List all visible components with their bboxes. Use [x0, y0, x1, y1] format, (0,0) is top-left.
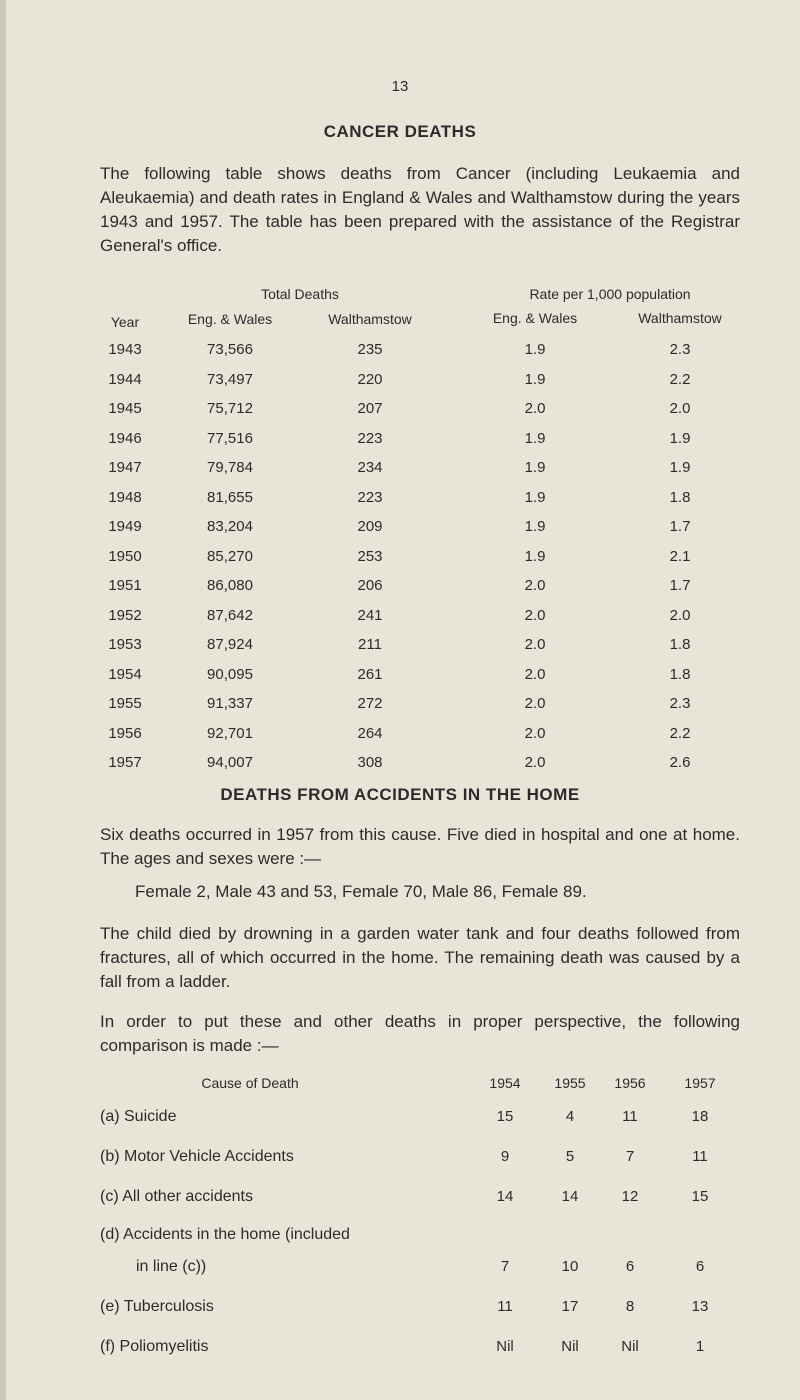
- ages-and-sexes-line: Female 2, Male 43 and 53, Female 70, Male 86, Female 89.: [135, 882, 587, 901]
- eng-wales-deaths-cell: 85,270: [207, 547, 253, 565]
- eng-wales-rate-cell: 1.9: [524, 341, 546, 358]
- comparison-value-cell: 7: [500, 1258, 510, 1275]
- year-cell: 1955: [108, 695, 142, 712]
- eng-wales-deaths-cell: 86,080: [207, 577, 253, 594]
- walthamstow-rate-cell: 1.8: [669, 636, 691, 653]
- eng-wales-rate-cell: 2.0: [524, 636, 546, 653]
- eng-wales-rate-cell: 2.0: [524, 665, 546, 683]
- comparison-year-header: 1957: [684, 1075, 716, 1091]
- walthamstow-deaths-cell: 207: [357, 400, 383, 417]
- comparison-value-cell: 14: [561, 1188, 579, 1205]
- year-cell: 1956: [108, 724, 142, 742]
- year-cell: 1953: [108, 636, 142, 653]
- walthamstow-deaths-cell: 223: [357, 429, 383, 447]
- eng-wales-deaths-cell: 81,655: [207, 488, 253, 506]
- eng-wales-deaths-cell: 79,784: [207, 459, 253, 476]
- eng-wales-deaths-cell: 73,497: [207, 370, 253, 388]
- year-cell: 1944: [108, 370, 142, 388]
- cancer-intro-paragraph: The following table shows deaths from Cancer (including Leukaemia and Aleukaemia) and death rates in England & Wales and Walthamstow during the years 1943 and 1957. The table has been prepared with the assistance of the Registrar General's office.: [100, 164, 740, 255]
- walthamstow-deaths-cell: 261: [357, 665, 383, 683]
- comparison-value-cell: 7: [625, 1148, 635, 1165]
- eng-wales-rate-cell: 2.0: [524, 754, 546, 771]
- comparison-row-label: (f) Poliomyelitis: [100, 1338, 209, 1355]
- eng-wales-deaths-cell: 91,337: [207, 695, 253, 712]
- comparison-value-cell: 14: [496, 1188, 514, 1205]
- year-column-header: Year: [110, 314, 140, 330]
- accidents-paragraph-3: In order to put these and other deaths in proper perspective, the following comparison is made :—: [100, 1012, 740, 1055]
- walthamstow-rate-header: Walthamstow: [638, 310, 722, 326]
- walthamstow-rate-cell: 2.6: [669, 754, 691, 771]
- comparison-row-label-text: in line (c)): [136, 1258, 207, 1275]
- eng-wales-rate-cell: 1.9: [524, 459, 546, 476]
- walthamstow-deaths-cell: 272: [357, 695, 383, 712]
- walthamstow-rate-cell: 1.7: [669, 518, 691, 535]
- comparison-value-cell: 6: [625, 1258, 635, 1275]
- comparison-value-cell: Nil: [561, 1338, 579, 1355]
- accidents-paragraph-1: Six deaths occurred in 1957 from this cause. Five died in hospital and one at home. The ages and sexes were :—: [100, 825, 740, 868]
- comparison-value-cell: 5: [565, 1148, 575, 1165]
- comparison-value-cell: 6: [695, 1258, 705, 1275]
- year-cell: 1951: [108, 577, 142, 594]
- eng-wales-rate-cell: 2.0: [524, 400, 546, 417]
- eng-wales-deaths-header: Eng. & Wales: [187, 311, 273, 327]
- page-number: 13: [391, 78, 409, 95]
- comparison-row-label: (d) Accidents in the home (included: [100, 1226, 350, 1243]
- eng-wales-rate-cell: 2.0: [524, 606, 546, 624]
- walthamstow-rate-cell: 2.2: [669, 724, 691, 742]
- eng-wales-deaths-cell: 94,007: [207, 754, 253, 771]
- eng-wales-rate-header: Eng. & Wales: [492, 310, 578, 326]
- comparison-row-label: (a) Suicide: [100, 1108, 177, 1125]
- walthamstow-deaths-cell: 241: [357, 606, 383, 624]
- comparison-value-cell: 18: [691, 1108, 709, 1125]
- year-cell: 1948: [108, 488, 142, 506]
- walthamstow-rate-cell: 1.7: [669, 577, 691, 594]
- walthamstow-deaths-cell: 211: [358, 636, 382, 653]
- cancer-deaths-heading: CANCER DEATHS: [323, 122, 477, 141]
- rate-group-header: Rate per 1,000 population: [529, 286, 691, 302]
- comparison-value-cell: 12: [621, 1188, 639, 1205]
- walthamstow-rate-cell: 2.0: [669, 400, 691, 417]
- comparison-value-cell: 4: [565, 1108, 575, 1125]
- eng-wales-rate-cell: 1.9: [524, 518, 546, 535]
- comparison-value-cell: 9: [500, 1148, 510, 1165]
- comparison-year-header: 1956: [614, 1075, 646, 1091]
- comparison-value-cell: 13: [691, 1298, 709, 1315]
- eng-wales-rate-cell: 1.9: [524, 488, 546, 506]
- eng-wales-rate-cell: 2.0: [524, 577, 546, 594]
- walthamstow-rate-cell: 1.8: [669, 488, 691, 506]
- comparison-value-cell: Nil: [621, 1338, 639, 1355]
- year-cell: 1946: [108, 429, 142, 447]
- comparison-row-label-continued: [136, 1258, 206, 1276]
- eng-wales-rate-cell: 2.0: [524, 724, 546, 742]
- comparison-row-label: (e) Tuberculosis: [100, 1298, 214, 1315]
- comparison-row-label: (b) Motor Vehicle Accidents: [100, 1148, 294, 1165]
- walthamstow-deaths-cell: 253: [357, 547, 383, 565]
- walthamstow-rate-cell: 1.9: [669, 429, 691, 447]
- eng-wales-deaths-cell: 87,924: [207, 636, 253, 653]
- comparison-year-header: 1955: [554, 1075, 586, 1091]
- walthamstow-rate-cell: 2.3: [669, 695, 691, 712]
- walthamstow-deaths-cell: 235: [357, 341, 383, 358]
- walthamstow-deaths-cell: 206: [357, 577, 383, 594]
- eng-wales-deaths-cell: 92,701: [207, 724, 253, 742]
- comparison-row-label: (c) All other accidents: [100, 1188, 253, 1205]
- year-cell: 1957: [108, 754, 142, 771]
- walthamstow-deaths-header: Walthamstow: [328, 311, 412, 327]
- walthamstow-rate-cell: 2.3: [669, 341, 691, 358]
- eng-wales-deaths-cell: 87,642: [207, 606, 253, 624]
- year-cell: 1952: [108, 606, 142, 624]
- eng-wales-rate-cell: 2.0: [524, 695, 546, 712]
- walthamstow-rate-cell: 2.0: [669, 606, 691, 624]
- walthamstow-deaths-cell: 223: [357, 488, 383, 506]
- comparison-value-cell: 11: [692, 1148, 708, 1165]
- accidents-paragraph-2: The child died by drowning in a garden water tank and four deaths followed from fractures, all of which occurred in the home. The remaining death was caused by a fall from a ladder.: [100, 924, 740, 991]
- comparison-value-cell: 11: [497, 1298, 513, 1315]
- eng-wales-deaths-cell: 73,566: [207, 341, 253, 358]
- comparison-value-cell: 10: [561, 1258, 579, 1275]
- walthamstow-rate-cell: 2.2: [669, 370, 691, 388]
- year-cell: 1947: [108, 459, 142, 476]
- comparison-value-cell: 15: [691, 1188, 709, 1205]
- cause-of-death-header: Cause of Death: [201, 1075, 299, 1091]
- eng-wales-deaths-cell: 90,095: [207, 665, 253, 683]
- comparison-year-header: 1954: [489, 1075, 521, 1091]
- accidents-heading: DEATHS FROM ACCIDENTS IN THE HOME: [220, 785, 580, 804]
- walthamstow-deaths-cell: 209: [357, 518, 383, 535]
- walthamstow-rate-cell: 2.1: [669, 547, 691, 565]
- eng-wales-rate-cell: 1.9: [524, 429, 546, 447]
- walthamstow-deaths-cell: 308: [357, 754, 383, 771]
- eng-wales-deaths-cell: 75,712: [207, 400, 253, 417]
- comparison-value-cell: 17: [561, 1298, 579, 1315]
- comparison-value-cell: 11: [622, 1108, 638, 1125]
- walthamstow-deaths-cell: 234: [357, 459, 383, 476]
- walthamstow-rate-cell: 1.8: [669, 665, 691, 683]
- year-cell: 1949: [108, 518, 142, 535]
- eng-wales-deaths-cell: 83,204: [207, 518, 253, 535]
- eng-wales-deaths-cell: 77,516: [207, 429, 253, 447]
- comparison-value-cell: Nil: [496, 1338, 514, 1355]
- walthamstow-rate-cell: 1.9: [669, 459, 691, 476]
- year-cell: 1943: [108, 341, 142, 358]
- comparison-value-cell: 8: [625, 1298, 635, 1315]
- total-deaths-group-header: Total Deaths: [261, 286, 339, 302]
- page-binding-edge: [0, 0, 6, 1400]
- year-cell: 1945: [108, 400, 142, 417]
- comparison-value-cell: 1: [695, 1338, 705, 1355]
- year-cell: 1950: [108, 547, 142, 565]
- walthamstow-deaths-cell: 264: [357, 724, 383, 742]
- comparison-value-cell: 15: [496, 1108, 514, 1125]
- eng-wales-rate-cell: 1.9: [524, 547, 546, 565]
- year-cell: 1954: [108, 665, 142, 683]
- walthamstow-deaths-cell: 220: [357, 370, 383, 388]
- eng-wales-rate-cell: 1.9: [524, 370, 546, 388]
